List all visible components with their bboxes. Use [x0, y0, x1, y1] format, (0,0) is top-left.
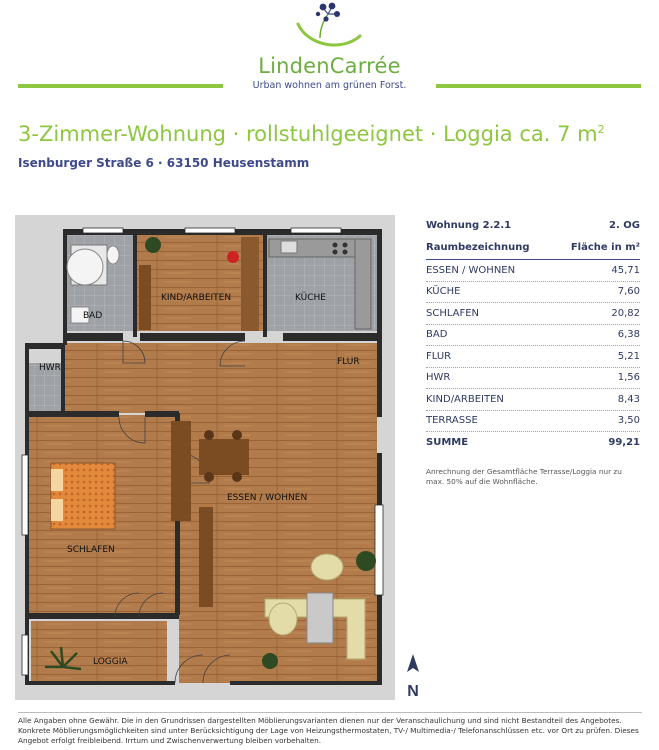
table-note: Anrechnung der Gesamtfläche Terrasse/Loggia nur zu max. 50% auf die Wohnfläche. — [426, 466, 622, 486]
table-row — [426, 260, 640, 282]
address: Isenburger Straße 6 · 63150 Heusenstamm — [18, 156, 310, 170]
room-name: BAD — [426, 329, 448, 341]
room-name: KIND/ARBEITEN — [426, 393, 504, 405]
table-row — [426, 411, 640, 433]
room-label-bad: BAD — [83, 311, 103, 321]
room-area: 20,82 — [611, 307, 640, 319]
table-row — [426, 282, 640, 304]
table-row — [426, 325, 640, 347]
brand-tagline: Urban wohnen am grünen Forst. — [252, 80, 407, 91]
table-unit-header — [426, 216, 640, 234]
room-area: 3,50 — [617, 415, 640, 427]
sum-value: 99,21 — [608, 436, 640, 448]
page-title: 3-Zimmer-Wohnung · rollstuhlgeeignet · Loggia ca. 7 $m^2$ — [18, 122, 605, 146]
room-name: HWR — [426, 372, 451, 384]
room-area: 7,60 — [617, 286, 640, 298]
flur-floor — [65, 343, 377, 413]
room-label-essen: ESSEN / WOHNEN — [227, 493, 308, 503]
room-label-flur: FLUR — [337, 357, 360, 367]
north-label: N — [407, 683, 419, 700]
north-arrow-icon — [403, 654, 423, 700]
table-row — [426, 346, 640, 368]
room-label-kind: KIND/ARBEITEN — [161, 293, 232, 303]
room-name: KÜCHE — [426, 286, 461, 298]
area-table — [426, 216, 640, 487]
col-area: Fläche in m² — [570, 241, 640, 253]
table-column-header — [426, 238, 640, 260]
linden-logo-icon — [290, 2, 370, 52]
table-row — [426, 389, 640, 411]
room-label-kueche: KÜCHE — [295, 293, 326, 303]
room-name: SCHLAFEN — [426, 307, 480, 319]
table-row-sum — [426, 432, 640, 453]
room-label-loggia: LOGGIA — [93, 657, 128, 667]
room-name: ESSEN / WOHNEN — [426, 264, 516, 276]
header-rule-right — [436, 84, 641, 88]
table-row — [426, 368, 640, 390]
unit-number: Wohnung 2.2.1 — [426, 219, 512, 231]
brand-name: LindenCarrée — [258, 54, 401, 78]
room-area: 8,43 — [617, 393, 640, 405]
disclaimer: Alle Angaben ohne Gewähr. Die in den Grundrissen dargestellten Möblierungsvarianten dienen nur der Veranschaulichung und sind nicht Bestandteil des Angebotes. Konkrete Möblierungsmöglichkeiten sind unter Berücksichtigung der Lage von Heizungsthermostaten, TV-/ Multimedia-/ Telefonanschlüssen etc. vor Ort zu prüfen. Dieses Angebot erfolgt freibleibend. Irrtum und Zwischenverwertung bleiben vorbehalten. — [18, 716, 639, 745]
room-area: 45,71 — [611, 264, 640, 276]
room-name: TERRASSE — [426, 415, 478, 427]
floor-level: 2. OG — [609, 219, 640, 231]
footer-rule — [18, 712, 642, 713]
room-label-schlafen: SCHLAFEN — [67, 545, 115, 555]
room-area: 6,38 — [617, 329, 640, 341]
header-rule-left — [18, 84, 223, 88]
sum-label: SUMME — [426, 436, 469, 448]
room-area: 1,56 — [617, 372, 640, 384]
table-row — [426, 303, 640, 325]
room-name: FLUR — [426, 350, 452, 362]
room-area: 5,21 — [617, 350, 640, 362]
col-room-name: Raumbezeichnung — [426, 241, 530, 253]
room-label-hwr: HWR — [39, 363, 61, 373]
floor-plan — [15, 215, 395, 700]
